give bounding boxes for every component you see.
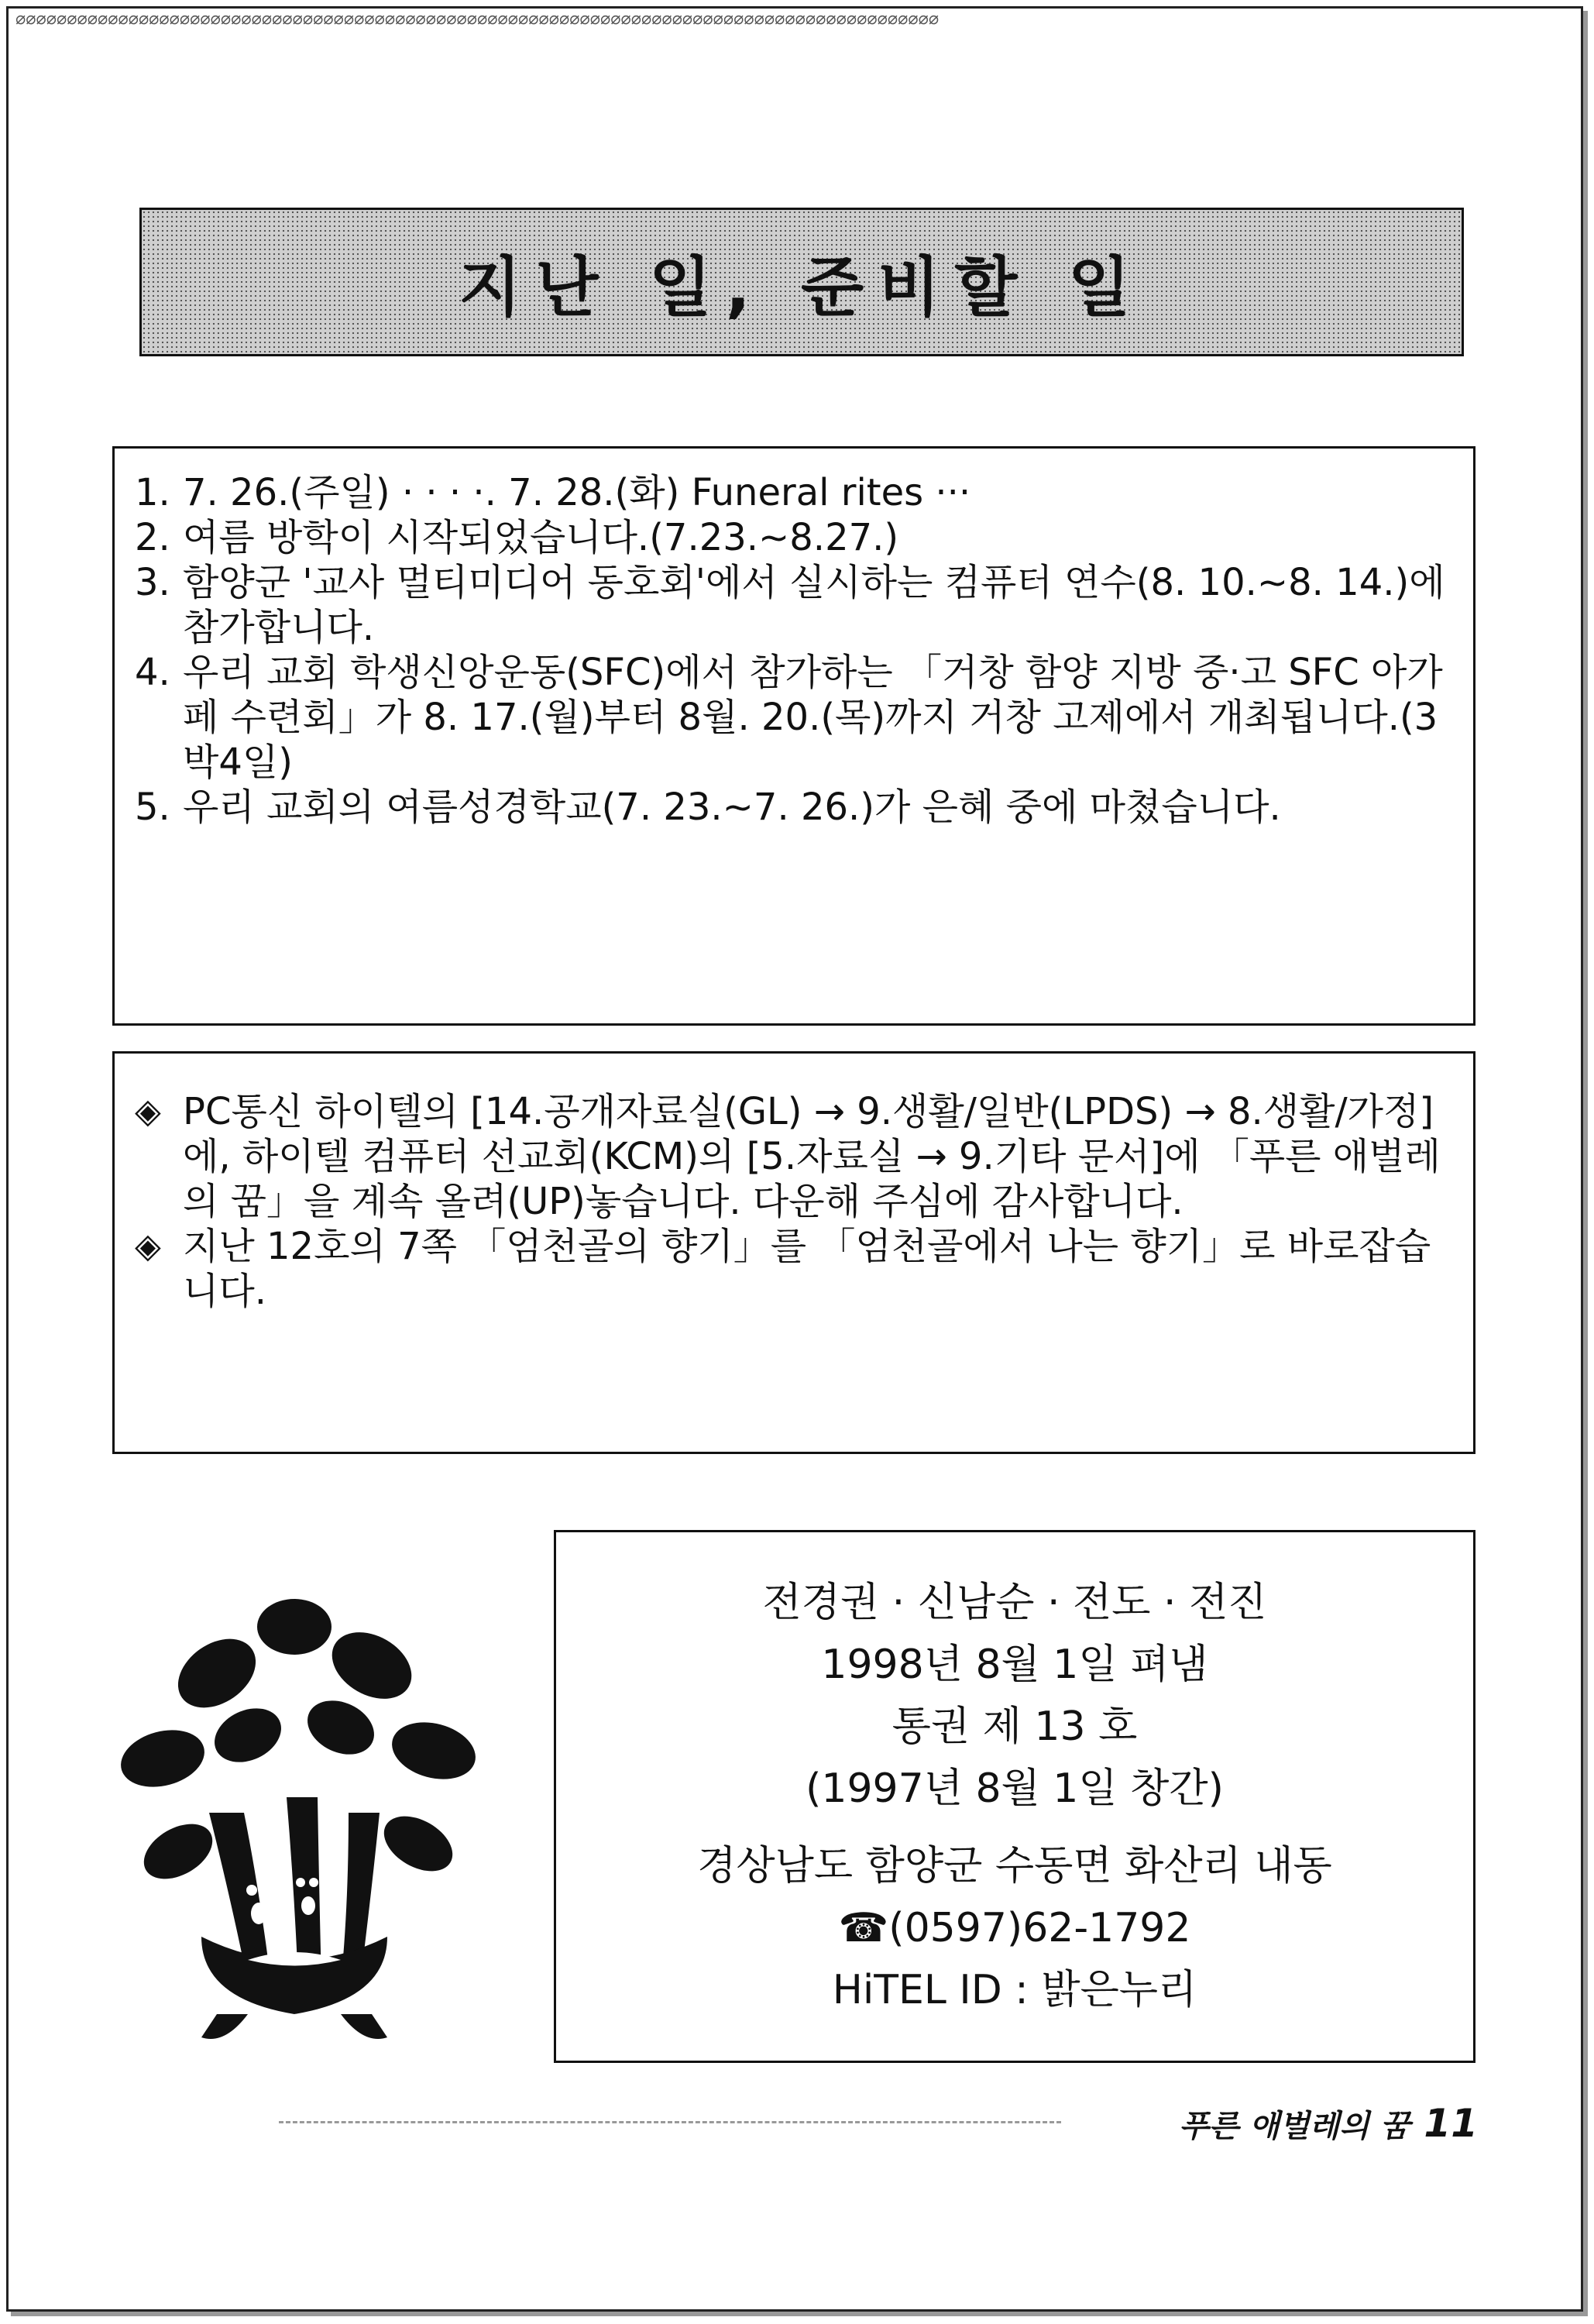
vegetable-illustration	[93, 1580, 496, 2045]
publish-date: 1998년 8월 1일 펴냄	[821, 1642, 1208, 1688]
item-text: 7. 26.(주일) · · · ·. 7. 28.(화) Funeral rites ···	[183, 471, 971, 514]
page-title: 지난 일, 준비할 일	[459, 249, 1145, 325]
item-text: 여름 방학이 시작되었습니다.(7.23.~8.27.)	[183, 516, 899, 559]
notices-box	[112, 446, 1475, 1026]
footer-divider	[279, 2121, 1061, 2123]
info-item	[135, 1089, 1447, 1224]
ring-icon: ⌀⌀⌀⌀⌀⌀⌀⌀⌀⌀⌀⌀⌀⌀⌀⌀⌀⌀⌀⌀⌀⌀⌀⌀⌀⌀⌀⌀⌀⌀⌀⌀⌀⌀⌀⌀⌀⌀⌀⌀⌀⌀⌀⌀⌀⌀⌀⌀⌀⌀⌀⌀⌀⌀⌀⌀⌀⌀⌀⌀⌀⌀⌀⌀⌀⌀⌀⌀⌀⌀⌀⌀⌀⌀⌀⌀⌀⌀⌀⌀⌀⌀⌀⌀⌀⌀⌀⌀⌀⌀	[15, 9, 940, 29]
issue-number: 통권 제 13 호	[891, 1703, 1138, 1750]
item-text: 우리 교회 학생신앙운동(SFC)에서 참가하는 「거창 함양 지방 중·고 SFC 아가페 수련회」가 8. 17.(월)부터 8월. 20.(목)까지 거창 고제에서 개최됩니다.(3박4일)	[183, 651, 1443, 784]
authors: 전경권 · 신남순 · 전도 · 전진	[762, 1580, 1267, 1626]
list-item	[135, 650, 1447, 785]
founded-date: (1997년 8월 1일 창간)	[806, 1765, 1224, 1812]
phone-number: ☎(0597)62-1792	[838, 1905, 1191, 1951]
list-item	[135, 785, 1447, 830]
address: 경상남도 함양군 수동면 화산리 내동	[697, 1843, 1332, 1889]
info-text: PC통신 하이텔의 [14.공개자료실(GL) → 9.생활/일반(LPDS) → 8.생활/가정]에, 하이텔 컴퓨터 선교회(KCM)의 [5.자료실 → 9.기타 문서]에 「푸른 애벌레의 꿈」을 계속 올려(UP)놓습니다. 다운해 주심에 감사합니다.	[183, 1090, 1441, 1223]
item-number: 5.	[135, 786, 170, 829]
item-text: 우리 교회의 여름성경학교(7. 23.~7. 26.)가 은혜 중에 마쳤습니다.	[183, 786, 1281, 829]
item-number: 2.	[135, 516, 170, 559]
item-number: 1.	[135, 471, 170, 514]
colophon-box	[554, 1530, 1475, 2063]
title-banner	[139, 208, 1464, 356]
diamond-bullet-icon: ◈	[135, 1226, 161, 1266]
page-footer	[1179, 2101, 1478, 2146]
info-item	[135, 1224, 1447, 1314]
binding-rings	[15, 3, 1572, 34]
info-text: 지난 12호의 7쪽 「엄천골의 향기」를 「엄천골에서 나는 향기」로 바로잡습니다.	[183, 1225, 1431, 1313]
diamond-bullet-icon: ◈	[135, 1092, 161, 1131]
list-item	[135, 470, 1447, 515]
item-number: 4.	[135, 651, 170, 694]
page-number: 11	[1424, 2101, 1478, 2146]
publication-name: 푸른 애벌레의 꿈	[1179, 2109, 1410, 2144]
list-item	[135, 560, 1447, 650]
hitel-id: HiTEL ID : 밝은누리	[832, 1967, 1197, 2013]
list-item	[135, 515, 1447, 560]
item-number: 3.	[135, 561, 170, 604]
item-text: 함양군 '교사 멀티미디어 동호회'에서 실시하는 컴퓨터 연수(8. 10.~8. 14.)에 참가합니다.	[183, 561, 1445, 649]
notice-list	[135, 470, 1447, 830]
info-box	[112, 1051, 1475, 1454]
